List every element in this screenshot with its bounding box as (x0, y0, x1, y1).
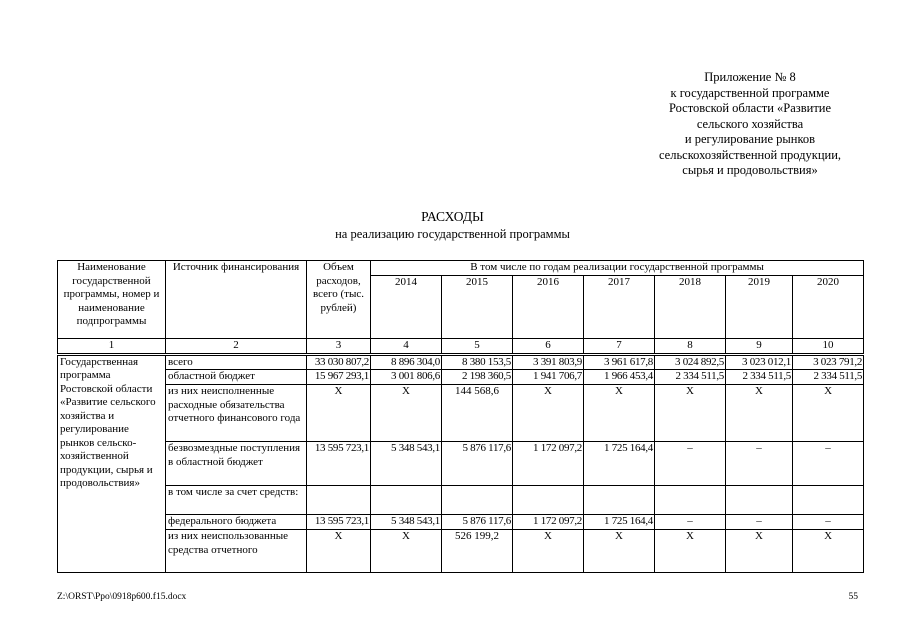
value-cell: 5 876 117,6 (442, 515, 513, 530)
table-row (58, 486, 864, 515)
table-row (58, 370, 864, 385)
value-cell: 5 348 543,1 (371, 515, 442, 530)
value-cell: – (793, 442, 864, 486)
value-cell: X (307, 385, 371, 442)
header-year: 2015 (442, 276, 513, 339)
value-cell (307, 486, 371, 515)
value-cell: X (655, 385, 726, 442)
value-cell: 33 030 807,2 (307, 354, 371, 370)
column-number: 6 (513, 339, 584, 355)
value-cell: 3 391 803,9 (513, 354, 584, 370)
column-number: 4 (371, 339, 442, 355)
value-cell (584, 486, 655, 515)
value-cell: 1 725 164,4 (584, 442, 655, 486)
value-cell: 3 001 806,6 (371, 370, 442, 385)
appendix-line: сельского хозяйства (696, 116, 804, 131)
value-cell: X (726, 530, 793, 573)
value-cell (442, 486, 513, 515)
value-cell: 2 334 511,5 (655, 370, 726, 385)
value-cell: 13 595 723,1 (307, 442, 371, 486)
value-cell: 3 961 617,8 (584, 354, 655, 370)
value-cell: 2 334 511,5 (793, 370, 864, 385)
header-name: Наименование государственной программы, номер и наименование подпрограммы (58, 261, 166, 339)
program-name-cell: Государственная программа Ростовской области «Развитие сельского хозяйства и регулирование рынков сельско-хозяйственной продукции, сырья и продовольствия» (58, 354, 166, 573)
header-by-years: В том числе по годам реализации государственной программы (371, 261, 864, 276)
appendix-header (600, 70, 900, 179)
value-cell: X (584, 530, 655, 573)
column-number: 7 (584, 339, 655, 355)
value-cell: 526 199,2 (442, 530, 513, 573)
header-volume: Объем расходов, всего (тыс. рублей) (307, 261, 371, 339)
header-year: 2016 (513, 276, 584, 339)
value-cell: 2 334 511,5 (726, 370, 793, 385)
value-cell: 3 024 892,5 (655, 354, 726, 370)
source-cell: из них неиспользованные средства отчетного (166, 530, 307, 573)
source-cell: областной бюджет (166, 370, 307, 385)
value-cell: X (584, 385, 655, 442)
value-cell: – (726, 442, 793, 486)
value-cell: 1 172 097,2 (513, 442, 584, 486)
value-cell: X (726, 385, 793, 442)
value-cell: 15 967 293,1 (307, 370, 371, 385)
appendix-line: и регулирование рынков (684, 132, 816, 146)
value-cell: 5 348 543,1 (371, 442, 442, 486)
value-cell (513, 486, 584, 515)
appendix-line: сырья и продовольствия» (682, 163, 818, 177)
source-cell: из них неисполненные расходные обязательства отчетного финансового года (166, 385, 307, 442)
value-cell: – (655, 442, 726, 486)
value-cell: 13 595 723,1 (307, 515, 371, 530)
column-number: 9 (726, 339, 793, 355)
value-cell: 144 568,6 (442, 385, 513, 442)
value-cell: 1 172 097,2 (513, 515, 584, 530)
value-cell (371, 486, 442, 515)
value-cell: X (793, 530, 864, 573)
document-title: РАСХОДЫ (421, 209, 484, 224)
footer-file-path: Z:\ORST\Ppo\0918p600.f15.docx (57, 592, 187, 602)
value-cell: – (655, 515, 726, 530)
column-number: 3 (307, 339, 371, 355)
appendix-line: Приложение № 8 (704, 70, 796, 84)
table-row (58, 354, 864, 370)
source-cell: всего (166, 354, 307, 370)
appendix-line: к государственной программе (670, 85, 830, 100)
value-cell: 3 023 012,1 (726, 354, 793, 370)
value-cell: 1 941 706,7 (513, 370, 584, 385)
value-cell (655, 486, 726, 515)
value-cell: X (307, 530, 371, 573)
value-cell: X (371, 385, 442, 442)
value-cell: X (371, 530, 442, 573)
table-row (58, 442, 864, 486)
column-number: 5 (442, 339, 513, 355)
value-cell (726, 486, 793, 515)
value-cell: – (726, 515, 793, 530)
header-year: 2019 (726, 276, 793, 339)
value-cell: X (513, 385, 584, 442)
column-number: 8 (655, 339, 726, 355)
header-year: 2017 (584, 276, 655, 339)
header-year: 2018 (655, 276, 726, 339)
value-cell: 8 380 153,5 (442, 354, 513, 370)
header-year: 2020 (793, 276, 864, 339)
appendix-line: сельскохозяйственной продукции, (658, 147, 842, 162)
value-cell: 1 725 164,4 (584, 515, 655, 530)
page-number: 55 (848, 592, 858, 602)
document-subtitle: на реализацию государственной программы (335, 227, 570, 241)
column-number: 2 (166, 339, 307, 355)
source-cell: федерального бюджета (166, 515, 307, 530)
header-year: 2014 (371, 276, 442, 339)
header-source: Источник финансирования (166, 261, 307, 339)
source-cell: в том числе за счет средств: (166, 486, 307, 515)
value-cell: 3 023 791,2 (793, 354, 864, 370)
value-cell: X (655, 530, 726, 573)
value-cell: 2 198 360,5 (442, 370, 513, 385)
value-cell: 1 966 453,4 (584, 370, 655, 385)
value-cell: X (793, 385, 864, 442)
source-cell: безвозмездные поступления в областной бюджет (166, 442, 307, 486)
column-number: 10 (793, 339, 864, 355)
table-row (58, 530, 864, 573)
value-cell: 8 896 304,0 (371, 354, 442, 370)
appendix-line: Ростовской области «Развитие (668, 101, 832, 115)
value-cell: – (793, 515, 864, 530)
value-cell: X (513, 530, 584, 573)
table-row (58, 515, 864, 530)
column-number: 1 (58, 339, 166, 355)
expenses-table (57, 260, 864, 573)
value-cell: 5 876 117,6 (442, 442, 513, 486)
table-row (58, 385, 864, 442)
value-cell (793, 486, 864, 515)
